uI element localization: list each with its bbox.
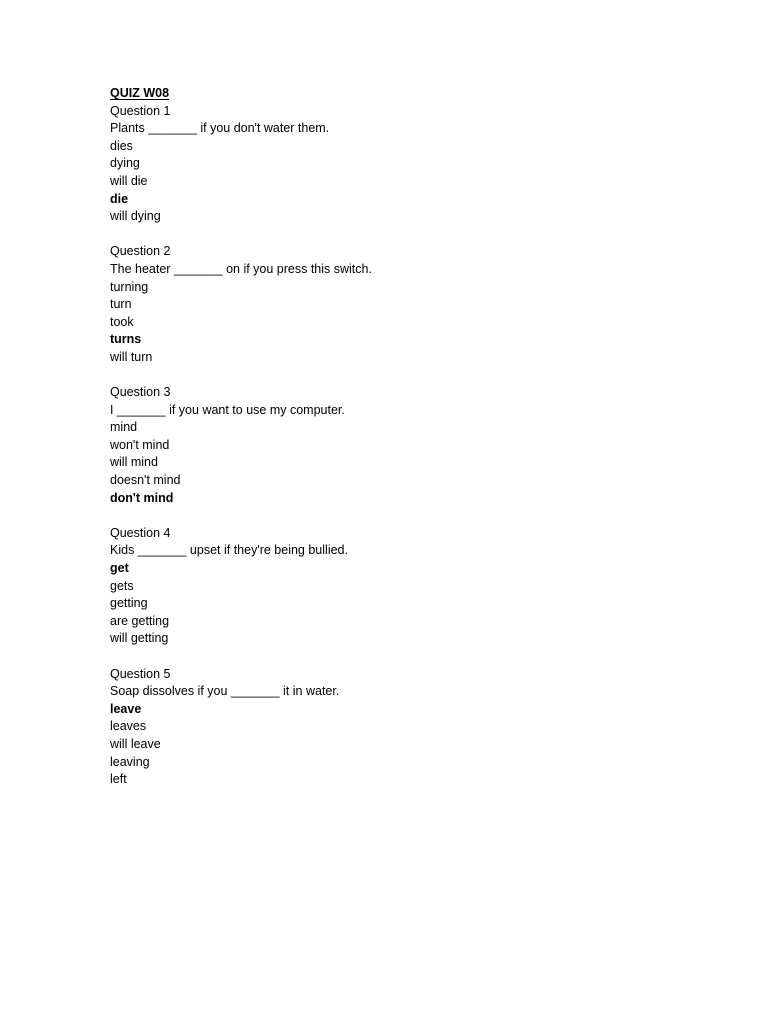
question-block-2 xyxy=(110,243,710,366)
answer-option: are getting xyxy=(110,613,170,628)
quiz-document xyxy=(110,85,710,789)
answer-option: getting xyxy=(110,596,148,611)
question-label: Question 2 xyxy=(110,244,171,259)
spacer xyxy=(110,367,710,385)
answer-option: gets xyxy=(110,578,134,593)
answer-option: leaves xyxy=(110,719,147,734)
answer-option: will getting xyxy=(110,631,169,646)
answer-option: will die xyxy=(110,173,148,188)
question-prompt: Soap dissolves if you _______ it in water. xyxy=(110,684,340,699)
answer-option: turning xyxy=(110,279,149,294)
answer-option: will leave xyxy=(110,736,161,751)
question-block-4 xyxy=(110,525,710,648)
question-label: Question 4 xyxy=(110,525,171,540)
answer-option: leaving xyxy=(110,754,150,769)
spacer xyxy=(110,648,710,666)
question-prompt: Kids _______ upset if they're being bullied. xyxy=(110,543,348,558)
question-block-3 xyxy=(110,384,710,507)
answer-option: turn xyxy=(110,297,132,312)
question-label: Question 5 xyxy=(110,666,171,681)
correct-answer-option: die xyxy=(110,191,129,206)
answer-option: left xyxy=(110,772,127,787)
answer-option: dies xyxy=(110,138,133,153)
correct-answer-option: get xyxy=(110,561,129,576)
question-block-5 xyxy=(110,666,710,789)
question-prompt: I _______ if you want to use my computer. xyxy=(110,402,345,417)
answer-option: took xyxy=(110,314,134,329)
spacer xyxy=(110,507,710,525)
question-prompt: Plants _______ if you don't water them. xyxy=(110,121,330,136)
answer-option: will dying xyxy=(110,209,161,224)
answer-option: will mind xyxy=(110,455,158,470)
question-block-1 xyxy=(110,103,710,226)
answer-option: dying xyxy=(110,156,140,171)
quiz-title: QUIZ W08 xyxy=(110,86,170,100)
correct-answer-option: turns xyxy=(110,332,142,347)
answer-option: will turn xyxy=(110,349,153,364)
answer-option: won't mind xyxy=(110,437,170,452)
spacer xyxy=(110,226,710,244)
answer-option: doesn't mind xyxy=(110,473,181,488)
question-prompt: The heater _______ on if you press this switch. xyxy=(110,261,372,276)
answer-option: mind xyxy=(110,420,138,435)
question-label: Question 3 xyxy=(110,385,171,400)
question-label: Question 1 xyxy=(110,103,171,118)
correct-answer-option: leave xyxy=(110,701,142,716)
correct-answer-option: don't mind xyxy=(110,490,174,505)
